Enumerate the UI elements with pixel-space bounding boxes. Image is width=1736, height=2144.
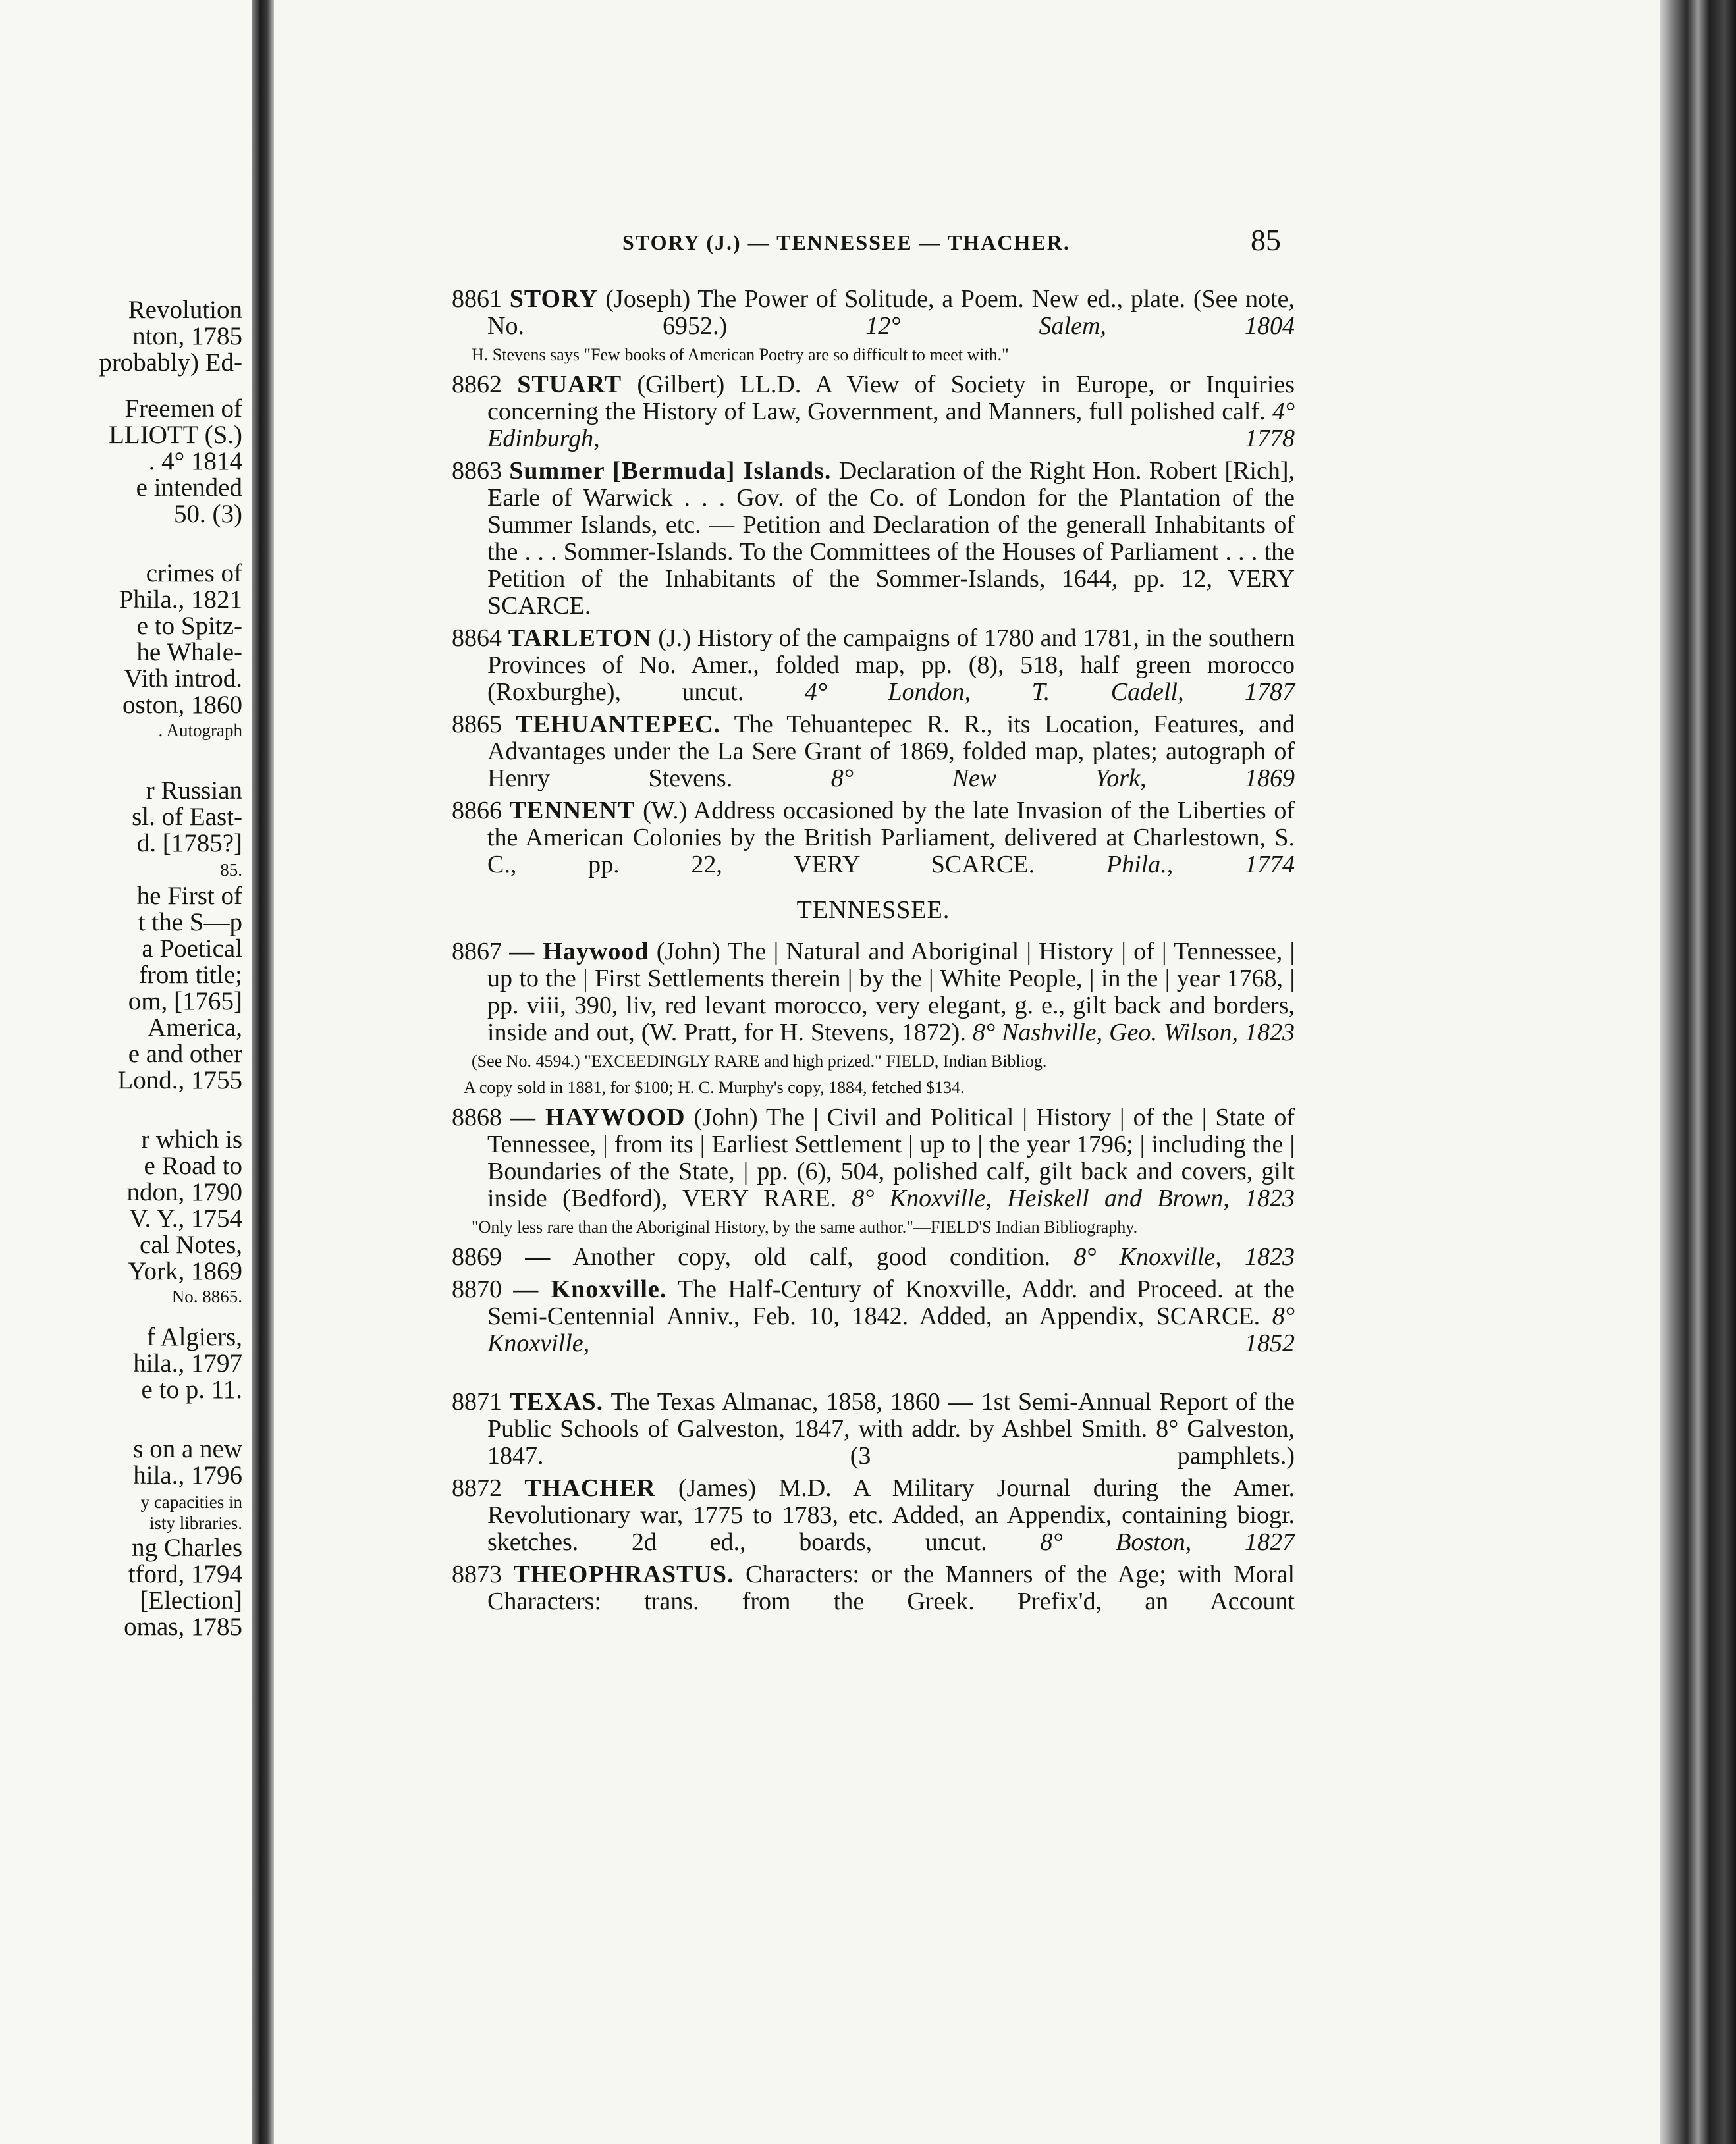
catalog-entry bbox=[452, 371, 1295, 452]
left-page-fragment: 85. bbox=[220, 860, 242, 880]
left-page-fragment: probably) Ed- bbox=[99, 348, 242, 377]
catalog-entry bbox=[452, 1389, 1295, 1470]
left-page-fragment: om, [1765] bbox=[128, 987, 242, 1015]
left-page-fragment: e and other bbox=[128, 1040, 242, 1068]
entry-description: Declaration of the Right Hon. Robert [Rich], Earle of Warwick . . . Gov. of the Co. of London for the Plantation of the Summer Islands, etc. — Petition and Declaration of the generall Inhabitants of the . . . Sommer-Islands. To the Committees of the Houses of Parliament . . . the Petition of the Inhabitants of the Sommer-Islands, 1644, pp. 12, VERY SCARCE. bbox=[487, 457, 1295, 620]
left-facing-page bbox=[0, 0, 252, 2144]
left-page-fragment: V. Y., 1754 bbox=[129, 1204, 242, 1233]
left-page-fragment: nton, 1785 bbox=[132, 322, 242, 350]
entry-number: 8861 bbox=[452, 285, 502, 313]
entry-number: 8865 bbox=[452, 710, 502, 738]
entry-note: (See No. 4594.) "EXCEEDINGLY RARE and high prized." FIELD, Indian Bibliog. bbox=[472, 1052, 1047, 1071]
left-page-fragment: Lond., 1755 bbox=[117, 1066, 242, 1094]
left-page-fragment: r which is bbox=[141, 1125, 242, 1154]
left-page-fragment: d. [1785?] bbox=[136, 829, 242, 857]
entry-author: THEOPHRASTUS. bbox=[513, 1561, 734, 1588]
entry-author: — HAYWOOD bbox=[510, 1104, 686, 1131]
entry-author: THACHER bbox=[524, 1474, 656, 1502]
catalog-entry bbox=[452, 1561, 1295, 1615]
left-page-fragment: r Russian bbox=[146, 776, 242, 805]
left-page-fragment: [Election] bbox=[140, 1586, 242, 1615]
running-title: STORY (J.) — TENNESSEE — THACHER. bbox=[622, 230, 1070, 254]
entry-author: TEXAS. bbox=[509, 1388, 604, 1416]
catalog-entry bbox=[452, 1104, 1295, 1212]
left-page-fragment: LLIOTT (S.) bbox=[109, 421, 242, 449]
entry-description: The Texas Almanac, 1858, 1860 — 1st Semi-Annual Report of the Public Schools of Galveston, 1847, with addr. by Ashbel Smith. 8° Galveston, 1847. (3 pamphlets.) bbox=[487, 1388, 1295, 1470]
entry-description: (John) The | Civil and Political | History | of the | State of Tennessee, | from its | Earliest Settlement | up to | the year 1796; | including the | Boundaries of the State, | pp. (6), 504, polished calf, gilt back and covers, gilt inside (Bedford), VERY RARE. bbox=[487, 1104, 1295, 1212]
left-page-fragment: Revolution bbox=[128, 296, 242, 324]
left-page-fragment: e to p. 11. bbox=[141, 1376, 242, 1404]
left-page-fragment: York, 1869 bbox=[128, 1257, 242, 1285]
entry-author: Summer [Bermuda] Islands. bbox=[509, 457, 832, 485]
section-heading: TENNESSEE. bbox=[796, 896, 950, 924]
entries-top bbox=[452, 286, 1295, 878]
entry-imprint: 8° Boston, 1827 bbox=[1040, 1528, 1295, 1556]
entry-author: STUART bbox=[517, 371, 622, 398]
entry-imprint: 4° Edinburgh, 1778 bbox=[487, 398, 1295, 452]
left-page-fragment: t the S—p bbox=[138, 908, 242, 936]
left-page-fragment: he Whale- bbox=[136, 638, 242, 666]
catalog-entry bbox=[452, 625, 1295, 706]
catalog-entry bbox=[452, 1244, 1295, 1271]
left-page-fragment: Phila., 1821 bbox=[119, 585, 242, 614]
left-page-fragment: from title; bbox=[138, 961, 242, 989]
left-page-fragment: tford, 1794 bbox=[128, 1560, 242, 1588]
entry-imprint: 4° London, T. Cadell, 1787 bbox=[804, 678, 1295, 706]
entry-author: TARLETON bbox=[508, 624, 652, 652]
left-page-fragment: . 4° 1814 bbox=[148, 447, 242, 475]
entry-author: — bbox=[525, 1243, 551, 1271]
left-page-fragment: e Road to bbox=[144, 1152, 242, 1180]
left-page-fragment: oston, 1860 bbox=[122, 691, 242, 719]
entry-author: TENNENT bbox=[509, 797, 636, 824]
catalog-entry bbox=[452, 938, 1295, 1046]
entry-description: (Joseph) The Power of Solitude, a Poem. New ed., plate. (See note, No. 6952.) bbox=[487, 285, 1295, 340]
entry-imprint: 8° Knoxville, 1823 bbox=[1073, 1243, 1295, 1271]
entry-note: H. Stevens says "Few books of American Poetry are so difficult to meet with." bbox=[472, 345, 1009, 364]
entry-number: 8873 bbox=[452, 1561, 502, 1588]
entry-number: 8869 bbox=[452, 1243, 502, 1271]
section-spacer bbox=[452, 1362, 1295, 1389]
entry-author: — Haywood bbox=[509, 938, 649, 965]
catalog-content bbox=[452, 286, 1295, 1621]
left-page-fragment: ng Charles bbox=[132, 1534, 242, 1562]
left-page-fragment: . Autograph bbox=[158, 720, 242, 740]
entry-description: Characters: or the Manners of the Age; with Moral Characters: trans. from the Greek. Prefix'd, an Account bbox=[487, 1561, 1295, 1615]
left-page-fragment: e to Spitz- bbox=[136, 612, 242, 640]
left-page-fragment: cal Notes, bbox=[140, 1231, 242, 1259]
left-page-fragment: e intended bbox=[136, 473, 242, 502]
entry-author: — Knoxville. bbox=[513, 1275, 667, 1303]
entry-description: (J.) History of the campaigns of 1780 and 1781, in the southern Provinces of No. Amer., folded map, pp. (8), 518, half green morocco (Roxburghe), uncut. bbox=[487, 624, 1295, 706]
entry-imprint: 8° Nashville, Geo. Wilson, 1823 bbox=[972, 1019, 1295, 1046]
entry-description: (W.) Address occasioned by the late Invasion of the Liberties of the American Colonies by the British Parliament, delivered at Charlestown, S. C., pp. 22, VERY SCARCE. bbox=[487, 797, 1295, 878]
entry-number: 8870 bbox=[452, 1275, 502, 1303]
entry-number: 8864 bbox=[452, 624, 502, 652]
entry-number: 8867 bbox=[452, 938, 502, 965]
entries-bottom bbox=[452, 1389, 1295, 1615]
entry-number: 8863 bbox=[452, 457, 502, 485]
catalog-entry bbox=[452, 711, 1295, 792]
entry-imprint: 8° Knoxville, Heiskell and Brown, 1823 bbox=[852, 1185, 1295, 1212]
catalog-entry bbox=[452, 797, 1295, 878]
entry-imprint: 8° Knoxville, 1852 bbox=[487, 1302, 1295, 1357]
left-page-fragment: No. 8865. bbox=[171, 1287, 242, 1306]
entry-description: (James) M.D. A Military Journal during the Amer. Revolutionary war, 1775 to 1783, etc. Added, an Appendix, containing biogr. sketches. 2d ed., boards, uncut. bbox=[487, 1474, 1295, 1556]
entry-number: 8872 bbox=[452, 1474, 502, 1502]
left-page-fragment: s on a new bbox=[133, 1435, 242, 1463]
entry-description: The Tehuantepec R. R., its Location, Features, and Advantages under the La Sere Grant of 1869, folded map, plates; autograph of Henry Stevens. bbox=[487, 710, 1295, 792]
catalog-entry bbox=[452, 1475, 1295, 1556]
entry-note: "Only less rare than the Aboriginal History, by the same author."—FIELD'S Indian Bibliography. bbox=[472, 1218, 1138, 1237]
entry-note: A copy sold in 1881, for $100; H. C. Murphy's copy, 1884, fetched $134. bbox=[464, 1078, 965, 1097]
entry-author: TEHUANTEPEC. bbox=[516, 710, 721, 738]
entry-number: 8866 bbox=[452, 797, 502, 824]
left-page-fragment: 50. (3) bbox=[174, 500, 242, 528]
page-number: 85 bbox=[1251, 223, 1281, 257]
entry-imprint: 8° New York, 1869 bbox=[830, 764, 1295, 792]
entry-description: The Half-Century of Knoxville, Addr. and Proceed. at the Semi-Centennial Anniv., Feb. 10, 1842. Added, an Appendix, SCARCE. bbox=[487, 1275, 1295, 1330]
page-edge bbox=[1660, 0, 1736, 2144]
left-page-fragment: isty libraries. bbox=[149, 1513, 242, 1533]
entry-description: Another copy, old calf, good condition. bbox=[572, 1243, 1050, 1271]
entry-number: 8868 bbox=[452, 1104, 502, 1131]
entry-author: STORY bbox=[509, 285, 598, 313]
left-page-fragment: a Poetical bbox=[142, 934, 242, 963]
catalog-entry bbox=[452, 286, 1295, 340]
entry-imprint: 12° Salem, 1804 bbox=[865, 312, 1295, 340]
catalog-entry bbox=[452, 458, 1295, 620]
left-page-fragment: hila., 1797 bbox=[133, 1349, 242, 1378]
entry-number: 8871 bbox=[452, 1388, 502, 1416]
entry-number: 8862 bbox=[452, 371, 502, 398]
entries-tennessee bbox=[452, 938, 1295, 1357]
entry-description: (John) The | Natural and Aboriginal | History | of | Tennessee, | up to the | First Settlements therein | by the | White People, | in the | year 1768, | pp. viii, 390, liv, red levant morocco, very elegant, g. e., gilt back and borders, inside and out, (W. Pratt, for H. Stevens, 1872). bbox=[487, 938, 1295, 1046]
left-page-fragment: hila., 1796 bbox=[133, 1461, 242, 1489]
left-page-fragment: ndon, 1790 bbox=[126, 1178, 242, 1206]
left-page-fragment: crimes of bbox=[146, 559, 242, 587]
catalog-entry bbox=[452, 1276, 1295, 1357]
left-page-fragment: Freemen of bbox=[124, 394, 242, 423]
book-gutter bbox=[252, 0, 274, 2144]
left-page-fragment: omas, 1785 bbox=[124, 1613, 242, 1641]
left-page-fragment: y capacities in bbox=[140, 1492, 242, 1512]
left-page-fragment: f Algiers, bbox=[146, 1323, 242, 1351]
left-page-fragment: Vith introd. bbox=[124, 664, 242, 693]
left-page-fragment: sl. of East- bbox=[132, 803, 242, 831]
entry-imprint: Phila., 1774 bbox=[1106, 851, 1295, 878]
left-page-fragment: America, bbox=[147, 1013, 242, 1042]
entry-description: (Gilbert) LL.D. A View of Society in Europe, or Inquiries concerning the History of Law, Government, and Manners, full polished calf. bbox=[487, 371, 1295, 425]
left-page-fragment: he First of bbox=[136, 882, 242, 910]
